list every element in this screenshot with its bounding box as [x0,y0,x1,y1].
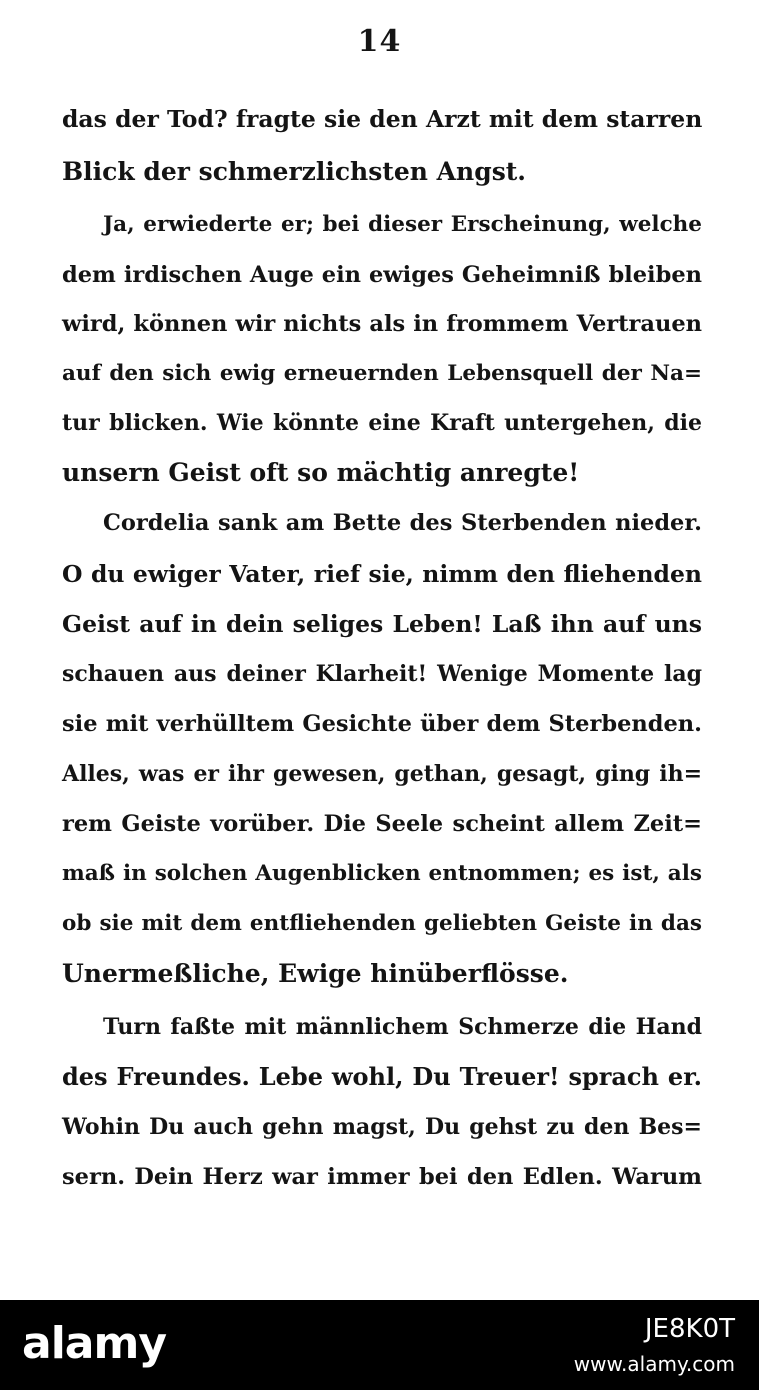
text-line: sern. Dein Herz war immer bei den Edlen. Warum [62,1164,702,1190]
text-line: wird, können wir nichts als in frommem Vertrauen [62,311,702,337]
text-line: maß in solchen Augenblicken entnommen; es ist, als [62,861,702,886]
text-line: Blick der schmerzlichsten Angst. [62,157,527,186]
text-line: unsern Geist oft so mächtig anregte! [62,458,580,487]
text-line: ob sie mit dem entfliehenden geliebten Geiste in das [62,911,702,936]
text-line: sie mit verhülltem Gesichte über dem Sterbenden. [62,711,702,737]
text-line: Geist auf in dein seliges Leben! Laß ihn auf uns [62,610,702,638]
text-line: das der Tod? fragte sie den Arzt mit dem starren [62,105,703,133]
text-line: Wohin Du auch gehn magst, Du gehst zu den Bes= [62,1114,702,1140]
text-line: Cordelia sank am Bette des Sterbenden nieder. [103,510,702,536]
site-url: www.alamy.com [573,1352,735,1376]
text-line: dem irdischen Auge ein ewiges Geheimniß bleiben [62,262,702,288]
watermark-banner [0,1300,759,1390]
image-id: JE8K0T [644,1314,735,1344]
page-number: 14 [357,24,402,59]
alamy-logo: alamy [22,1318,166,1369]
text-line: rem Geiste vorüber. Die Seele scheint allem Zeit= [62,811,702,837]
text-line: auf den sich ewig erneuernden Lebensquell der Na= [62,361,702,386]
text-line: Ja, erwiederte er; bei dieser Erscheinung, welche [103,212,702,237]
text-line: O du ewiger Vater, rief sie, nimm den fliehenden [62,560,702,588]
text-line: Turn faßte mit männlichem Schmerze die Hand [103,1014,702,1040]
text-line: Alles, was er ihr gewesen, gethan, gesagt, ging ih= [62,761,702,787]
text-line: Unermeßliche, Ewige hinüberflösse. [62,959,569,988]
text-line: tur blicken. Wie könnte eine Kraft untergehen, die [62,410,702,436]
text-line: des Freundes. Lebe wohl, Du Treuer! sprach er. [62,1062,702,1091]
text-line: schauen aus deiner Klarheit! Wenige Momente lag [62,661,702,687]
